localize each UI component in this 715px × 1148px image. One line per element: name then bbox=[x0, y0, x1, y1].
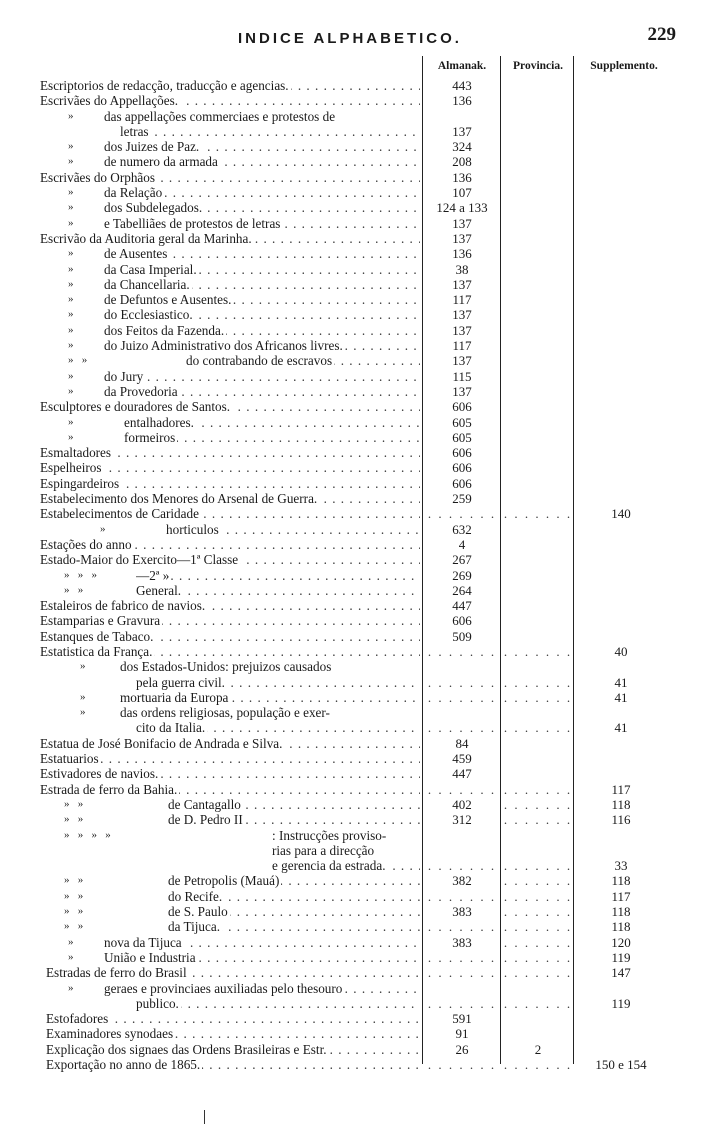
index-entry bbox=[0, 782, 715, 797]
ditto-mark: » bbox=[68, 262, 74, 275]
entry-text: Explicação dos signaes das Ordens Brasileiras e Estr. bbox=[46, 1041, 327, 1057]
index-entry bbox=[0, 154, 715, 169]
almanak-page: 606 bbox=[452, 613, 472, 629]
ditto-mark: » bbox=[68, 415, 74, 428]
provincia-page-leader: . . . . . . . bbox=[503, 949, 573, 965]
index-entry bbox=[0, 598, 715, 613]
ditto-mark: » » bbox=[64, 905, 84, 918]
entry-text: Estamparias e Gravura bbox=[40, 613, 161, 629]
index-entry bbox=[0, 124, 715, 139]
entry-text: General. bbox=[136, 582, 182, 598]
almanak-page: 115 bbox=[452, 368, 472, 384]
almanak-page: 107 bbox=[452, 185, 472, 201]
index-entry bbox=[0, 720, 715, 735]
ditto-mark: » bbox=[68, 201, 74, 214]
entry-text: de Cantagallo bbox=[168, 796, 241, 812]
provincia-page-leader: . . . . . . . bbox=[503, 1057, 573, 1072]
provincia-page-leader: . . . . . . . bbox=[503, 873, 573, 889]
index-entry bbox=[0, 644, 715, 659]
almanak-page-leader: . . . . . . . bbox=[427, 720, 497, 736]
index-entry bbox=[0, 613, 715, 628]
entry-text: Estabelecimentos de Caridade bbox=[40, 506, 199, 522]
index-entries bbox=[0, 78, 715, 1072]
almanak-page: 382 bbox=[452, 873, 472, 889]
entry-text: das ordens religiosas, população e exer- bbox=[120, 705, 330, 721]
entry-text: letras bbox=[120, 123, 149, 139]
entry-text: Esmaltadores bbox=[40, 445, 112, 461]
index-entry bbox=[0, 506, 715, 521]
entry-text: Escrivão da Auditoria geral da Marinha. bbox=[40, 230, 252, 246]
provincia-page-leader: . . . . . . . bbox=[503, 965, 573, 981]
index-entry bbox=[0, 78, 715, 93]
entry-text: Estatuarios bbox=[40, 751, 99, 767]
ditto-mark: » bbox=[68, 323, 74, 336]
entry-text: de S. Paulo bbox=[168, 904, 228, 920]
index-entry bbox=[0, 981, 715, 996]
ditto-mark: » bbox=[68, 339, 74, 352]
ditto-mark: » » » » bbox=[64, 828, 111, 841]
supplemento-page: 119 bbox=[611, 995, 631, 1011]
entry-text: União e Industria bbox=[104, 949, 196, 965]
almanak-page: 402 bbox=[452, 796, 472, 812]
almanak-page: 267 bbox=[452, 552, 472, 568]
supplemento-page: 41 bbox=[614, 674, 628, 690]
ditto-mark: » bbox=[68, 950, 74, 963]
entry-text: Estabelecimento dos Menores do Arsenal de Guerra. bbox=[40, 491, 318, 507]
index-entry bbox=[0, 231, 715, 246]
supplemento-page: 118 bbox=[611, 796, 631, 812]
almanak-page-leader: . . . . . . . bbox=[427, 674, 497, 690]
almanak-page: 26 bbox=[455, 1041, 469, 1057]
ditto-mark: » bbox=[68, 140, 74, 153]
ditto-mark: » bbox=[68, 216, 74, 229]
almanak-page: 606 bbox=[452, 460, 472, 476]
entry-text: Examinadores synodaes bbox=[46, 1026, 174, 1042]
provincia-page-leader: . . . . . . . bbox=[503, 919, 573, 935]
entry-text: Estanques de Tabaco. bbox=[40, 628, 154, 644]
provincia-page-leader: . . . . . . . bbox=[503, 506, 573, 522]
entry-text: entalhadores. bbox=[124, 414, 194, 430]
index-entry bbox=[0, 583, 715, 598]
entry-text: dos Juizes de Paz. bbox=[104, 139, 200, 155]
provincia-page-leader: . . . . . . . bbox=[503, 888, 573, 904]
almanak-page: 91 bbox=[455, 1026, 469, 1042]
entry-text: da Relação bbox=[104, 185, 163, 201]
index-entry bbox=[0, 1042, 715, 1057]
almanak-page: 509 bbox=[452, 628, 472, 644]
index-entry bbox=[0, 353, 715, 368]
entry-text: cito da Italia. bbox=[136, 720, 206, 736]
almanak-page: 136 bbox=[452, 246, 472, 262]
almanak-page: 606 bbox=[452, 475, 472, 491]
index-entry bbox=[0, 552, 715, 567]
entry-text: Exportação no anno de 1865. bbox=[46, 1057, 201, 1072]
supplemento-page: 147 bbox=[611, 965, 631, 981]
ditto-mark: » bbox=[68, 308, 74, 321]
index-entry bbox=[0, 858, 715, 873]
index-entry bbox=[0, 919, 715, 934]
almanak-page: 605 bbox=[452, 414, 472, 430]
ditto-mark: » bbox=[68, 935, 74, 948]
entry-text: da Tijuca. bbox=[168, 919, 221, 935]
index-entry bbox=[0, 690, 715, 705]
provincia-page: 2 bbox=[534, 1041, 542, 1057]
ditto-mark: » bbox=[68, 369, 74, 382]
entry-text: de Defuntos e Ausentes. bbox=[104, 292, 232, 308]
entry-text: Estatua de José Bonifacio de Andrada e Silva. bbox=[40, 735, 283, 751]
column-header-supplemento: Supplemento. bbox=[590, 60, 658, 72]
ditto-mark: » bbox=[68, 155, 74, 168]
index-entry bbox=[0, 675, 715, 690]
ditto-mark: » » bbox=[64, 797, 84, 810]
index-entry bbox=[0, 766, 715, 781]
almanak-page: 264 bbox=[452, 582, 472, 598]
column-header-provincia: Provincia. bbox=[513, 60, 563, 72]
almanak-page: 136 bbox=[452, 93, 472, 109]
almanak-page-leader: . . . . . . . bbox=[427, 643, 497, 659]
entry-text: Esculptores e douradores de Santos. bbox=[40, 399, 231, 415]
almanak-page: 447 bbox=[452, 598, 472, 614]
supplemento-page: 150 e 154 bbox=[595, 1057, 647, 1072]
almanak-page: 137 bbox=[452, 307, 472, 323]
entry-text: dos Feitos da Fazenda. bbox=[104, 322, 225, 338]
almanak-page: 117 bbox=[452, 338, 472, 354]
provincia-page-leader: . . . . . . . bbox=[503, 781, 573, 797]
entry-text: da Chancellaria. bbox=[104, 276, 190, 292]
index-entry bbox=[0, 338, 715, 353]
ditto-mark: » » bbox=[64, 583, 84, 596]
ditto-mark: » bbox=[80, 706, 86, 719]
entry-text: —2ª » bbox=[136, 567, 170, 583]
entry-text: de D. Pedro II bbox=[168, 812, 243, 828]
provincia-page-leader: . . . . . . . bbox=[503, 643, 573, 659]
index-entry bbox=[0, 996, 715, 1011]
index-entry bbox=[0, 430, 715, 445]
almanak-page: 38 bbox=[455, 261, 469, 277]
provincia-page-leader: . . . . . . . bbox=[503, 720, 573, 736]
index-entry bbox=[0, 216, 715, 231]
ditto-mark: » bbox=[68, 384, 74, 397]
index-entry bbox=[0, 659, 715, 674]
entry-text: da Provedoria bbox=[104, 383, 178, 399]
entry-text: dos Estados-Unidos: prejuizos causados bbox=[120, 659, 332, 675]
almanak-page: 606 bbox=[452, 399, 472, 415]
almanak-page-leader: . . . . . . . bbox=[427, 506, 497, 522]
index-entry bbox=[0, 460, 715, 475]
supplemento-page: 117 bbox=[611, 888, 631, 904]
entry-text: Estradas de ferro do Brasil bbox=[46, 965, 187, 981]
entry-text: nova da Tijuca bbox=[104, 934, 182, 950]
supplemento-page: 41 bbox=[614, 720, 628, 736]
supplemento-page: 33 bbox=[614, 858, 628, 874]
entry-text: Escrivães do Appellações. bbox=[40, 93, 179, 109]
entry-text: Estações do anno bbox=[40, 536, 132, 552]
entry-text: do Jury bbox=[104, 368, 144, 384]
almanak-page-leader: . . . . . . . bbox=[427, 965, 497, 981]
index-entry bbox=[0, 1057, 715, 1072]
index-entry bbox=[0, 797, 715, 812]
index-entry bbox=[0, 93, 715, 108]
provincia-page-leader: . . . . . . . bbox=[503, 674, 573, 690]
almanak-page: 124 a 133 bbox=[436, 200, 488, 216]
ditto-mark: » bbox=[68, 109, 74, 122]
entry-text: do Juizo Administrativo dos Africanos livres. bbox=[104, 338, 343, 354]
ditto-mark: » » bbox=[64, 920, 84, 933]
almanak-page: 269 bbox=[452, 567, 472, 583]
entry-text: Escriptorios de redacção, traducção e agencias. bbox=[40, 78, 289, 93]
index-entry bbox=[0, 307, 715, 322]
supplemento-page: 118 bbox=[611, 904, 631, 920]
index-entry bbox=[0, 277, 715, 292]
index-entry bbox=[0, 843, 715, 858]
index-entry bbox=[0, 705, 715, 720]
index-entry bbox=[0, 200, 715, 215]
almanak-page-leader: . . . . . . . bbox=[427, 858, 497, 874]
almanak-page: 137 bbox=[452, 383, 472, 399]
entry-text: de Ausentes bbox=[104, 246, 168, 262]
entry-text: Escrivães do Orphãos bbox=[40, 169, 155, 185]
ditto-mark: » bbox=[80, 660, 86, 673]
printer-mark bbox=[204, 1110, 205, 1124]
index-entry bbox=[0, 568, 715, 583]
entry-text: : Instrucções proviso- bbox=[272, 827, 387, 843]
almanak-page-leader: . . . . . . . bbox=[427, 781, 497, 797]
ditto-mark: » » » bbox=[64, 568, 97, 581]
provincia-page-leader: . . . . . . . bbox=[503, 995, 573, 1011]
almanak-page: 591 bbox=[452, 1011, 472, 1027]
index-entry bbox=[0, 476, 715, 491]
almanak-page: 447 bbox=[452, 766, 472, 782]
index-entry bbox=[0, 170, 715, 185]
supplemento-page: 41 bbox=[614, 689, 628, 705]
index-entry bbox=[0, 950, 715, 965]
index-entry bbox=[0, 262, 715, 277]
index-entry bbox=[0, 399, 715, 414]
entry-text: do Recife. bbox=[168, 888, 223, 904]
index-entry bbox=[0, 965, 715, 980]
almanak-page: 606 bbox=[452, 445, 472, 461]
ditto-mark: » » bbox=[64, 813, 84, 826]
ditto-mark: » bbox=[68, 247, 74, 260]
supplemento-page: 117 bbox=[611, 781, 631, 797]
index-entry bbox=[0, 369, 715, 384]
ditto-mark: » bbox=[68, 186, 74, 199]
index-entry bbox=[0, 736, 715, 751]
entry-text: dos Subdelegados. bbox=[104, 200, 203, 216]
entry-text: formeiros bbox=[124, 429, 176, 445]
almanak-page-leader: . . . . . . . bbox=[427, 919, 497, 935]
entry-text: de Petropolis (Mauá) bbox=[168, 873, 280, 889]
almanak-page: 605 bbox=[452, 429, 472, 445]
index-entry bbox=[0, 828, 715, 843]
supplemento-page: 116 bbox=[611, 812, 631, 828]
almanak-page: 137 bbox=[452, 322, 472, 338]
ditto-mark: » bbox=[100, 522, 106, 535]
page-title: INDICE ALPHABETICO. bbox=[238, 30, 462, 47]
ditto-mark: » » bbox=[64, 889, 84, 902]
provincia-page-leader: . . . . . . . bbox=[503, 858, 573, 874]
index-entry bbox=[0, 415, 715, 430]
entry-text: Espelheiros bbox=[40, 460, 102, 476]
ditto-mark: » bbox=[80, 690, 86, 703]
entry-text: do Ecclesiastico. bbox=[104, 307, 193, 323]
almanak-page: 208 bbox=[452, 154, 472, 170]
entry-text: Estrada de ferro da Bahia. bbox=[40, 781, 178, 797]
almanak-page: 312 bbox=[452, 812, 472, 828]
index-entry bbox=[0, 751, 715, 766]
almanak-page: 259 bbox=[452, 491, 472, 507]
supplemento-page: 118 bbox=[611, 873, 631, 889]
ditto-mark: » » bbox=[68, 354, 88, 367]
index-entry bbox=[0, 491, 715, 506]
almanak-page: 136 bbox=[452, 169, 472, 185]
ditto-mark: » bbox=[68, 981, 74, 994]
index-entry bbox=[0, 109, 715, 124]
provincia-page-leader: . . . . . . . bbox=[503, 904, 573, 920]
index-entry bbox=[0, 873, 715, 888]
entry-text: Estivadores de navios. bbox=[40, 766, 159, 782]
provincia-page-leader: . . . . . . . bbox=[503, 934, 573, 950]
entry-text: Estatistica da França. bbox=[40, 643, 153, 659]
index-entry bbox=[0, 246, 715, 261]
entry-text: publico. bbox=[136, 995, 179, 1011]
almanak-page-leader: . . . . . . . bbox=[427, 995, 497, 1011]
entry-text: Estaleiros de fabrico de navios. bbox=[40, 598, 206, 614]
supplemento-page: 118 bbox=[611, 919, 631, 935]
ditto-mark: » bbox=[68, 293, 74, 306]
supplemento-page: 119 bbox=[611, 949, 631, 965]
almanak-page: 443 bbox=[452, 78, 472, 93]
entry-text: geraes e provinciaes auxiliadas pelo thesouro bbox=[104, 980, 343, 996]
index-entry bbox=[0, 139, 715, 154]
entry-text: Espingardeiros bbox=[40, 475, 120, 491]
ditto-mark: » bbox=[68, 277, 74, 290]
almanak-page: 84 bbox=[455, 735, 469, 751]
index-entry bbox=[0, 889, 715, 904]
index-entry bbox=[0, 935, 715, 950]
almanak-page: 632 bbox=[452, 521, 472, 537]
provincia-page-leader: . . . . . . . bbox=[503, 796, 573, 812]
almanak-page: 383 bbox=[452, 904, 472, 920]
index-entry bbox=[0, 445, 715, 460]
index-entry bbox=[0, 185, 715, 200]
index-entry bbox=[0, 292, 715, 307]
almanak-page: 324 bbox=[452, 139, 472, 155]
entry-text: mortuaria da Europa bbox=[120, 689, 229, 705]
ditto-mark: » » bbox=[64, 874, 84, 887]
column-header-almanak: Almanak. bbox=[437, 60, 487, 72]
index-entry bbox=[0, 522, 715, 537]
entry-text: das appellações commerciaes e protestos de bbox=[104, 108, 336, 124]
index-entry bbox=[0, 1026, 715, 1041]
entry-text: pela guerra civil. bbox=[136, 674, 225, 690]
supplemento-page: 40 bbox=[614, 643, 628, 659]
entry-text: de numero da armada bbox=[104, 154, 218, 170]
almanak-page-leader: . . . . . . . bbox=[427, 888, 497, 904]
almanak-page: 137 bbox=[452, 276, 472, 292]
almanak-page: 137 bbox=[452, 353, 472, 369]
index-entry bbox=[0, 537, 715, 552]
ditto-mark: » bbox=[68, 430, 74, 443]
almanak-page: 137 bbox=[452, 123, 472, 139]
index-entry bbox=[0, 629, 715, 644]
index-entry bbox=[0, 904, 715, 919]
index-entry bbox=[0, 1011, 715, 1026]
entry-text: da Casa Imperial. bbox=[104, 261, 197, 277]
entry-text: Estado-Maior do Exercito—1ª Classe bbox=[40, 552, 239, 568]
almanak-page: 383 bbox=[452, 934, 472, 950]
index-entry bbox=[0, 812, 715, 827]
index-entry bbox=[0, 384, 715, 399]
almanak-page: 137 bbox=[452, 230, 472, 246]
provincia-page-leader: . . . . . . . bbox=[503, 812, 573, 828]
page-number: 229 bbox=[647, 24, 676, 45]
almanak-page-leader: . . . . . . . bbox=[427, 1057, 497, 1072]
index-entry bbox=[0, 323, 715, 338]
entry-text: e gerencia da estrada. bbox=[272, 858, 386, 874]
supplemento-page: 140 bbox=[611, 506, 631, 522]
entry-text: Estofadores bbox=[46, 1011, 109, 1027]
provincia-page-leader: . . . . . . . bbox=[503, 689, 573, 705]
almanak-page: 117 bbox=[452, 292, 472, 308]
entry-text: horticulos bbox=[166, 521, 219, 537]
almanak-page-leader: . . . . . . . bbox=[427, 949, 497, 965]
entry-text: rias para a direcção bbox=[272, 842, 375, 858]
almanak-page: 137 bbox=[452, 215, 472, 231]
entry-text: e Tabelliães de protestos de letras bbox=[104, 215, 281, 231]
almanak-page: 459 bbox=[452, 751, 472, 767]
almanak-page: 4 bbox=[458, 536, 466, 552]
almanak-page-leader: . . . . . . . bbox=[427, 689, 497, 705]
entry-text: do contrabando de escravos bbox=[186, 353, 333, 369]
supplemento-page: 120 bbox=[611, 934, 631, 950]
